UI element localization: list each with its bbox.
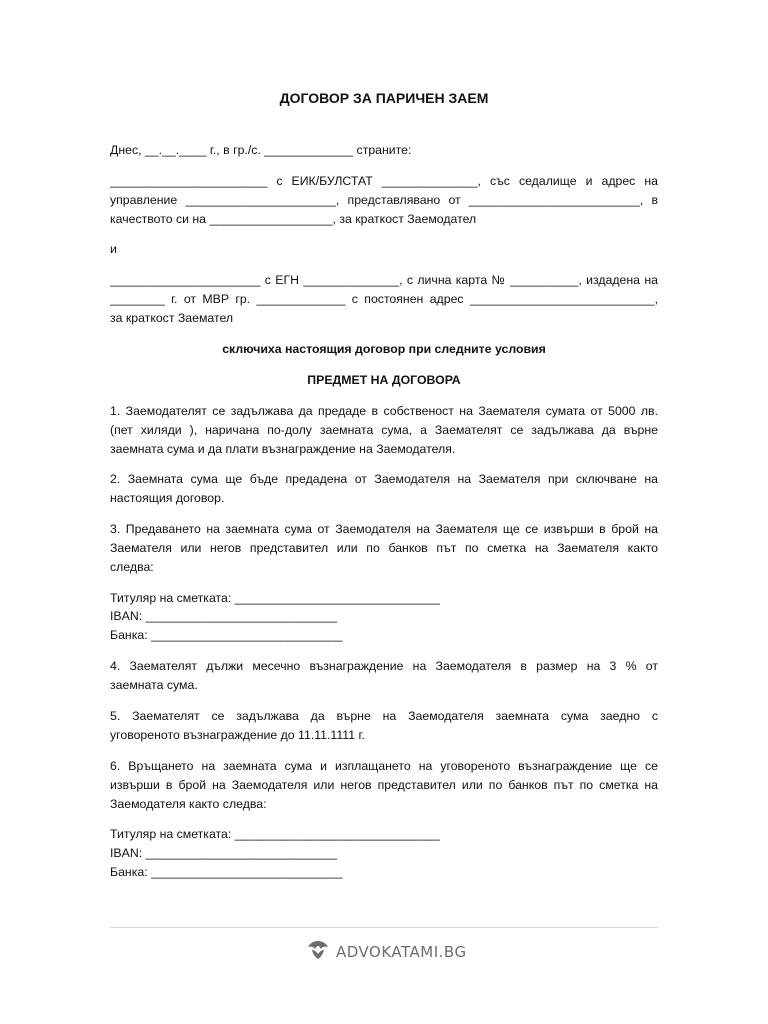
clause6-line-1: 6. Връщането на заемната сума и изплащането на уговореното възнаграждение ще се <box>110 759 658 773</box>
and-word: и <box>110 242 117 256</box>
conclusion-line: сключиха настоящия договор при следните условия <box>222 342 546 356</box>
advokatami-logo-icon <box>306 938 330 967</box>
clause2-line-2: настоящия договор. <box>110 491 225 505</box>
account2-iban: IBAN: ____________________________ <box>110 846 338 860</box>
party2-line-1: ______________________ с ЕГН ______________, с лична карта № __________, издадена на <box>110 273 658 287</box>
clause1-line-1: 1. Заемодателят се задължава да предаде в собственост на Заемателя сумата от 5000 лв. <box>110 404 658 418</box>
clause5-line-2: уговореното възнаграждение до 11.11.1111 г. <box>110 728 365 742</box>
party1-line-3: качеството си на __________________, за краткост Заемодател <box>110 212 477 226</box>
party2-line-3: за краткост Заемател <box>110 311 234 325</box>
clause1-line-2: (пет хиляди ), наричана по-долу заемната сума, а Заемателят се задължава да върне <box>110 423 658 437</box>
clause1-line-3: заемната сума и да плати възнаграждение на Заемодателя. <box>110 442 456 456</box>
clause4-line-2: заемната сума. <box>110 678 198 692</box>
party1-line-1: _______________________ с ЕИК/БУЛСТАТ ______________, със седалище и адрес на <box>110 174 658 188</box>
account2-bank: Банка: ____________________________ <box>110 865 343 879</box>
account1-iban: IBAN: ____________________________ <box>110 609 338 623</box>
clause3-line-1: 3. Предаването на заемната сума от Заемодателя на Заемателя ще се извърши в брой на <box>110 522 658 536</box>
clause3-line-3: следва: <box>110 560 154 574</box>
clause5-line-1: 5. Заемателят се задължава да върне на Заемодателя заемната сума заедно с <box>110 709 658 723</box>
intro-line: Днес, __.__.____ г., в гр./с. _____________ страните: <box>110 143 412 157</box>
footer-divider <box>110 927 658 928</box>
party2-line-2: ________ г. от МВР гр. _____________ с постоянен адрес ___________________________, <box>110 292 658 306</box>
account1-holder: Титуляр на сметката: ______________________________ <box>110 591 440 605</box>
section-title: ПРЕДМЕТ НА ДОГОВОРА <box>307 373 461 387</box>
clause4-line-1: 4. Заемателят дължи месечно възнаграждение на Заемодателя в размер на 3 % от <box>110 659 658 673</box>
account1-bank: Банка: ____________________________ <box>110 628 343 642</box>
advokatami-logo[interactable] <box>306 940 467 964</box>
clause6-line-3: Заемодателя както следва: <box>110 797 267 811</box>
clause3-line-2: Заемателя или негов представител или по банков път по сметка на Заемателя както <box>110 541 658 555</box>
document-title: ДОГОВОР ЗА ПАРИЧЕН ЗАЕМ <box>279 90 489 106</box>
clause2-line-1: 2. Заемната сума ще бъде предадена от Заемодателя на Заемателя при сключване на <box>110 472 658 486</box>
logo-text: ADVOKATAMI.BG <box>336 943 467 961</box>
account2-holder: Титуляр на сметката: ______________________________ <box>110 827 440 841</box>
party1-line-2: управление ______________________, представлявано от _________________________, в <box>110 193 658 207</box>
clause6-line-2: извърши в брой на Заемодателя или негов представител или по банков път по сметка на <box>110 778 658 792</box>
